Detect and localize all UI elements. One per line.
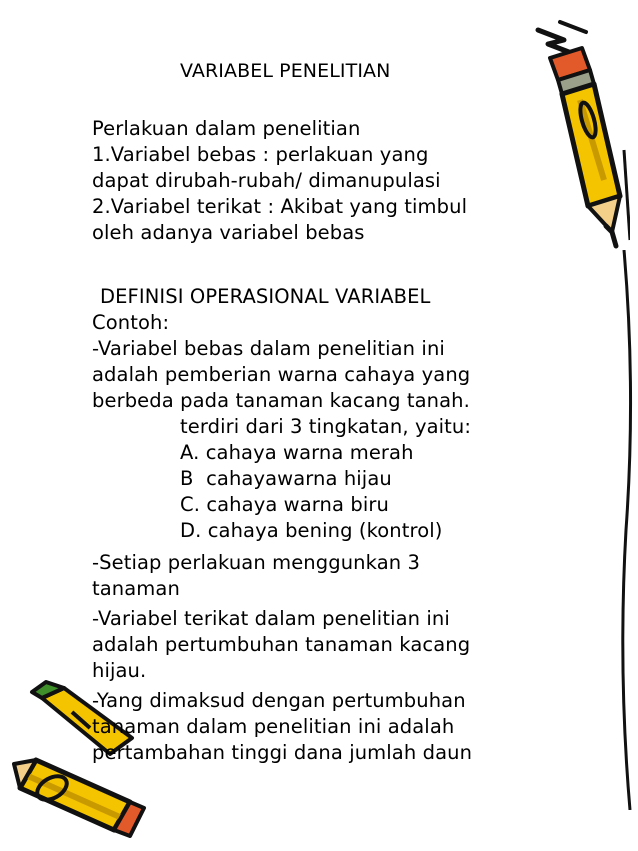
text-line: terdiri dari 3 tingkatan, yaitu: <box>180 415 472 438</box>
text-line: Contoh: <box>92 311 170 334</box>
text-line: dapat dirubah-rubah/ dimanupulasi <box>92 169 441 192</box>
text-line: tanaman <box>92 577 180 600</box>
section-heading: DEFINISI OPERASIONAL VARIABEL <box>100 285 431 308</box>
text-line: -Setiap perlakuan menggunkan 3 <box>92 551 421 574</box>
divider-curve <box>596 250 636 810</box>
text-line: adalah pemberian warna cahaya yang <box>92 363 471 386</box>
text-line: Perlakuan dalam penelitian <box>92 117 361 140</box>
slide-title: VARIABEL PENELITIAN <box>180 60 391 82</box>
text-line: 2.Variabel terikat : Akibat yang timbul <box>92 195 468 218</box>
text-line: pertambahan tinggi dana jumlah daun <box>92 741 473 764</box>
list-item: C. cahaya warna biru <box>180 493 389 516</box>
text-line: -Variabel bebas dalam penelitian ini <box>92 337 445 360</box>
text-line: -Yang dimaksud dengan pertumbuhan <box>92 689 466 712</box>
pencil-icon <box>520 10 630 250</box>
text-line: berbeda pada tanaman kacang tanah. <box>92 389 470 412</box>
text-line: 1.Variabel bebas : perlakuan yang <box>92 143 429 166</box>
list-item: D. cahaya bening (kontrol) <box>180 519 443 542</box>
text-line: -Variabel terikat dalam penelitian ini <box>92 607 450 630</box>
list-item: A. cahaya warna merah <box>180 441 414 464</box>
text-line: tanaman dalam penelitian ini adalah <box>92 715 455 738</box>
text-line: adalah pertumbuhan tanaman kacang <box>92 633 471 656</box>
text-line: hijau. <box>92 659 147 682</box>
list-item: B cahayawarna hijau <box>180 467 392 490</box>
text-line: oleh adanya variabel bebas <box>92 221 365 244</box>
